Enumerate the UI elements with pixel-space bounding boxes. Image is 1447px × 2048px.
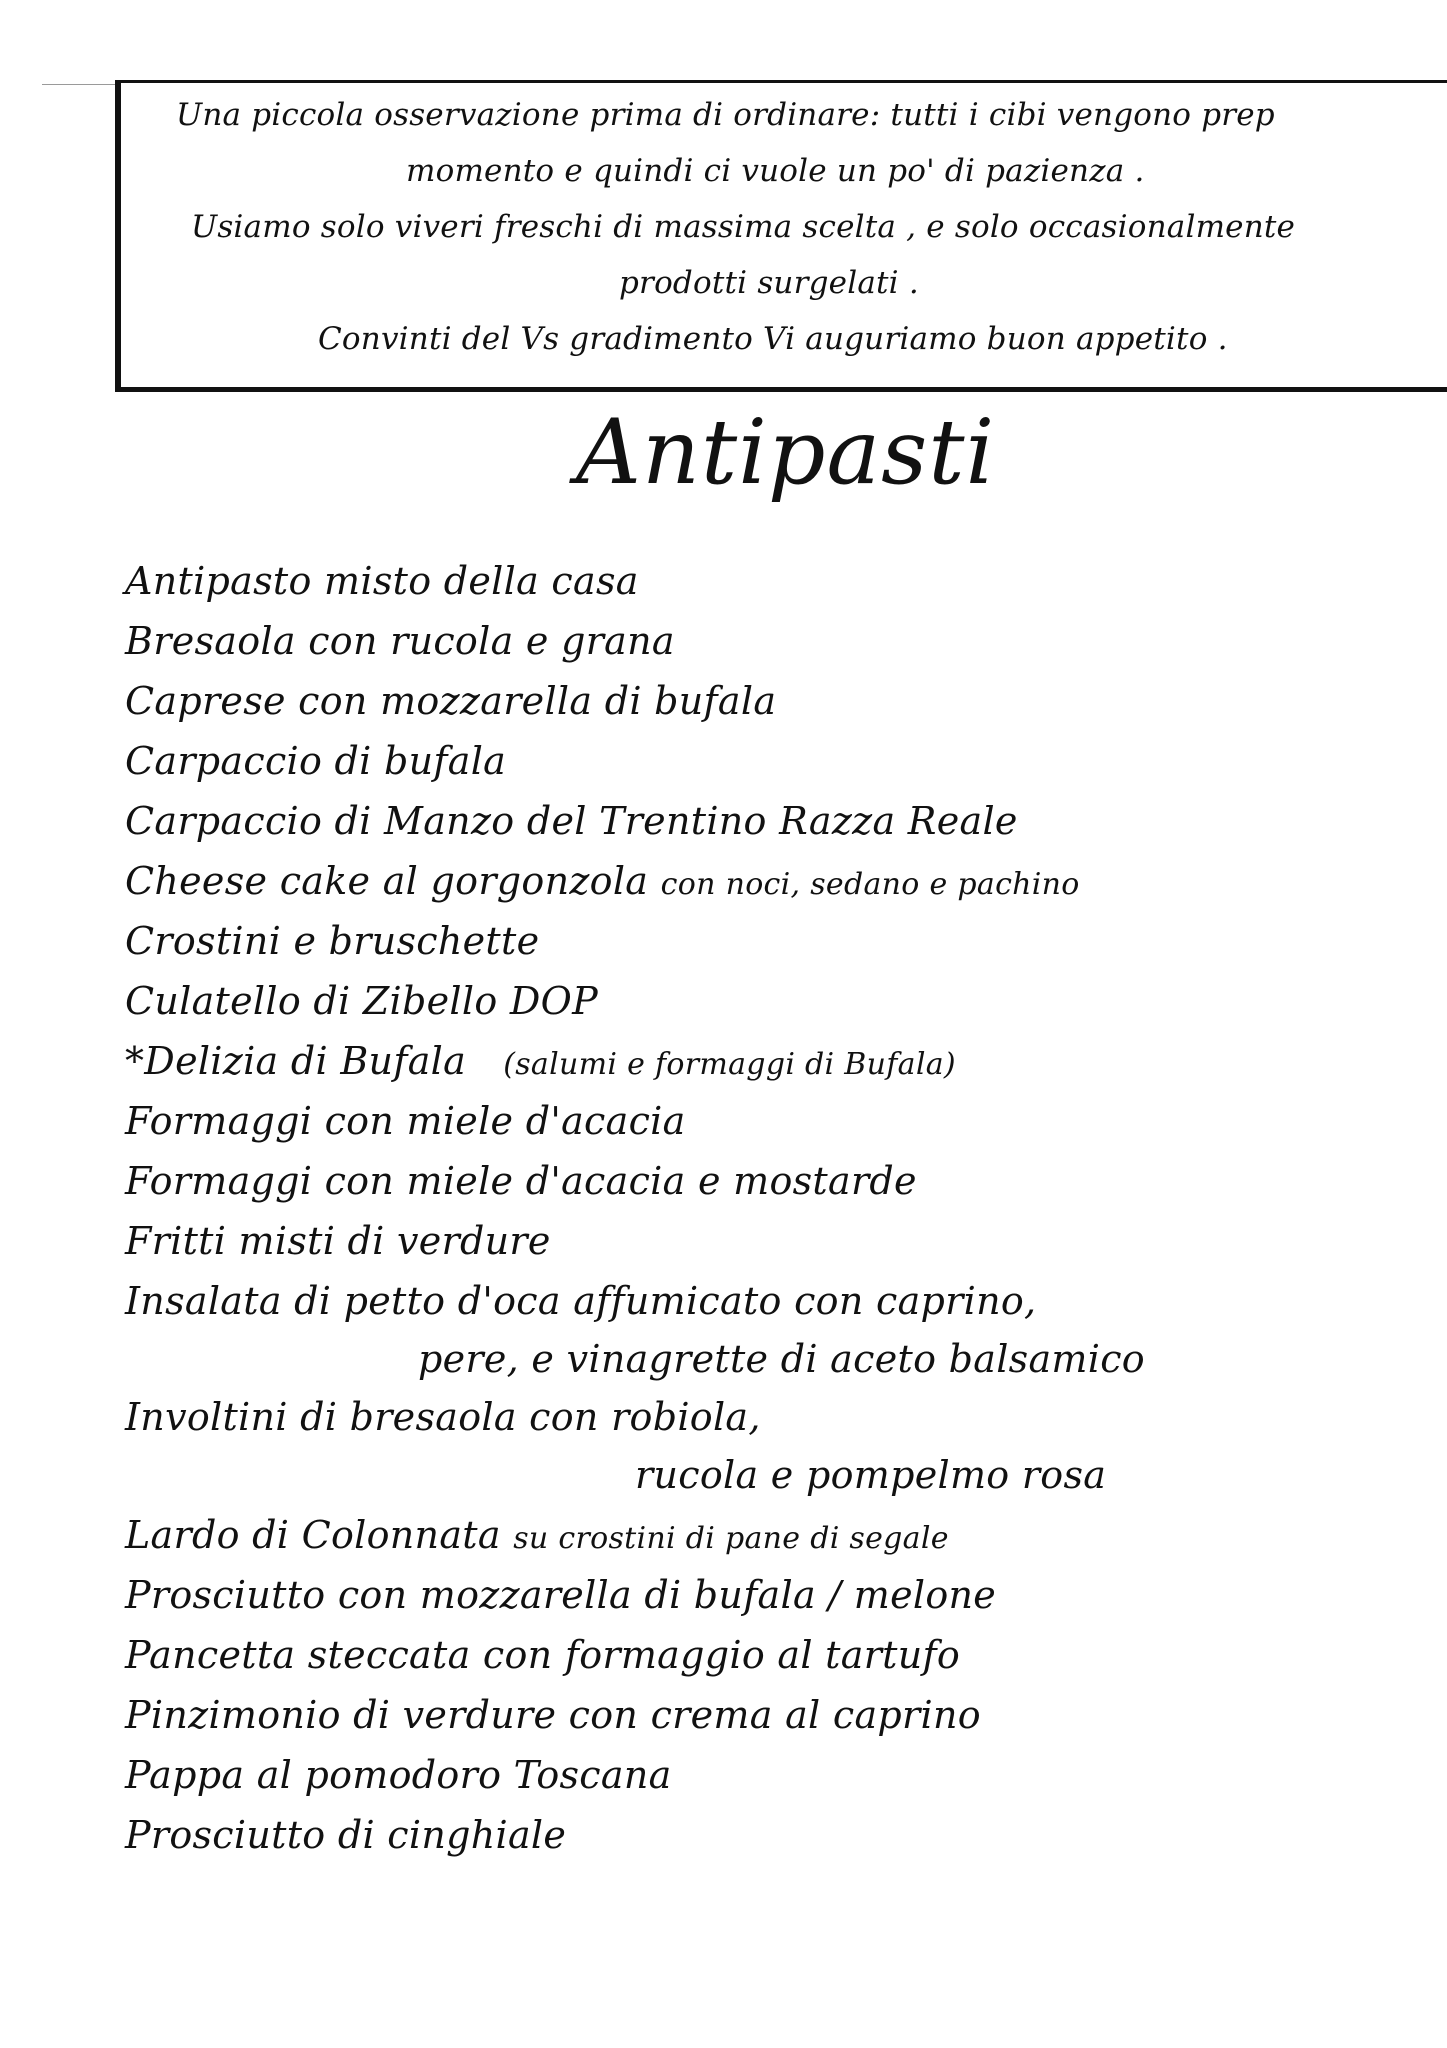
notice-line-3: Usiamo solo viveri freschi di massima scelta , e solo occasionalmente: [191, 209, 1296, 245]
menu-item: [125, 1693, 981, 1737]
menu-item-name: Formaggi con miele d'acacia: [125, 1099, 686, 1143]
menu-item: [125, 559, 639, 603]
menu-item: [125, 1813, 567, 1857]
menu-item-name: rucola e pompelmo rosa: [635, 1453, 1107, 1497]
notice-line-2: momento e quindi ci vuole un po' di pazienza .: [406, 153, 1145, 189]
menu-item-name: Prosciutto di cinghiale: [125, 1813, 567, 1857]
menu-item-name: Pancetta steccata con formaggio al tartufo: [125, 1633, 961, 1677]
menu-item-name: Antipasto misto della casa: [125, 559, 639, 603]
menu-item-name: Carpaccio di bufala: [125, 739, 507, 783]
menu-item-continuation: [418, 1337, 1145, 1381]
menu-item-name: Fritti misti di verdure: [125, 1219, 551, 1263]
menu-item-detail: su crostini di pane di segale: [513, 1521, 949, 1556]
menu-item-name: *Delizia di Bufala: [125, 1039, 467, 1083]
section-title: Antipasti: [576, 400, 996, 505]
menu-item-name: pere, e vinagrette di aceto balsamico: [418, 1337, 1145, 1381]
menu-item-name: Pappa al pomodoro Toscana: [125, 1753, 672, 1797]
menu-item: [125, 1573, 997, 1617]
menu-item-name: Caprese con mozzarella di bufala: [125, 679, 777, 723]
menu-item-name: Lardo di Colonnata: [125, 1513, 501, 1557]
menu-item-name: Carpaccio di Manzo del Trentino Razza Reale: [125, 799, 1018, 843]
menu-item: [125, 799, 1018, 843]
menu-item: [125, 1219, 551, 1263]
menu-item: [125, 1395, 761, 1439]
menu-item: [125, 1099, 686, 1143]
menu-item-detail: con noci, sedano e pachino: [660, 867, 1080, 902]
menu-item-detail: (salumi e formaggi di Bufala): [503, 1047, 956, 1082]
menu-item-name: Formaggi con miele d'acacia e mostarde: [125, 1159, 917, 1203]
menu-item: [125, 1039, 956, 1083]
menu-item-name: Crostini e bruschette: [125, 919, 540, 963]
menu-item-name: Pinzimonio di verdure con crema al caprino: [125, 1693, 981, 1737]
menu-item-name: Prosciutto con mozzarella di bufala / melone: [125, 1573, 997, 1617]
menu-item-name: Involtini di bresaola con robiola,: [125, 1395, 761, 1439]
menu-item: [125, 1279, 1037, 1323]
menu-item: [125, 1633, 961, 1677]
notice-line-5: Convinti del Vs gradimento Vi auguriamo buon appetito .: [318, 321, 1228, 357]
notice-box: [115, 80, 1447, 392]
menu-item: [125, 1753, 672, 1797]
menu-item: [125, 859, 1080, 903]
menu-item: [125, 619, 675, 663]
menu-item-name: Insalata di petto d'oca affumicato con caprino,: [125, 1279, 1037, 1323]
menu-item: [125, 919, 540, 963]
menu-item: [125, 1159, 917, 1203]
notice-line-1: Una piccola osservazione prima di ordinare: tutti i cibi vengono prep: [176, 97, 1275, 133]
menu-item-name: Cheese cake al gorgonzola: [125, 859, 649, 903]
menu-item: [125, 1513, 949, 1557]
top-rule: [42, 84, 116, 85]
notice-line-4: prodotti surgelati .: [619, 265, 919, 301]
menu-item: [125, 739, 507, 783]
menu-item-name: Bresaola con rucola e grana: [125, 619, 675, 663]
menu-item-name: Culatello di Zibello DOP: [125, 979, 598, 1023]
menu-item: [125, 679, 777, 723]
menu-item-continuation: [635, 1453, 1107, 1497]
menu-item: [125, 979, 598, 1023]
